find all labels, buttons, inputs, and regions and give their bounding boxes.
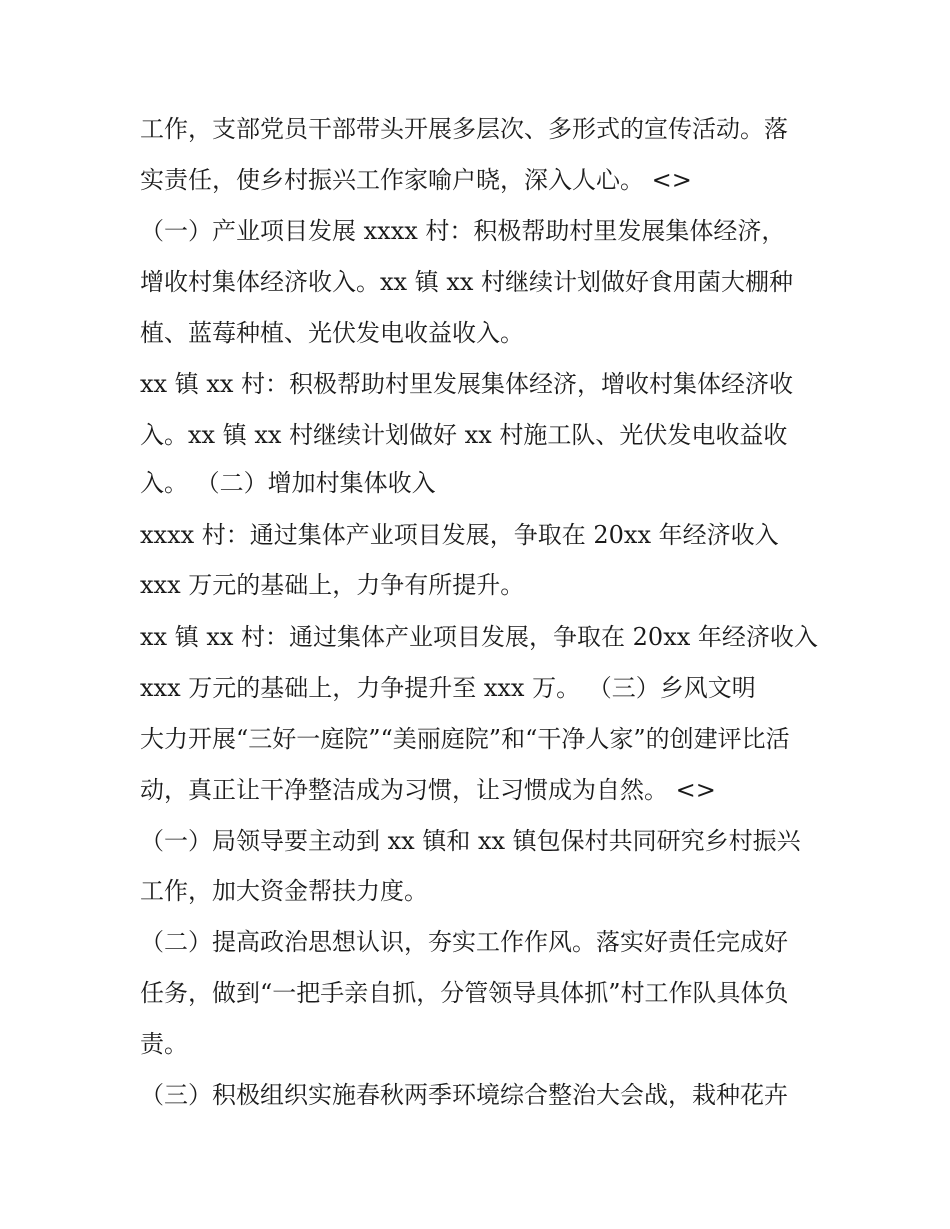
- text-line: 大力开展“三好一庭院”“美丽庭院”和“干净人家”的创建评比活: [140, 725, 790, 753]
- text-line: （二）提高政治思想认识，夯实工作作风。落实好责任完成好: [140, 928, 788, 956]
- text-line: 入。 （二）增加村集体收入: [140, 469, 436, 497]
- text-line: xxxx 村：通过集体产业项目发展，争取在 20xx 年经济收入: [140, 521, 779, 549]
- text-line: xx 镇 xx 村：积极帮助村里发展集体经济，增收村集体经济收: [140, 370, 794, 398]
- text-line: （三）积极组织实施春秋两季环境综合整治大会战，栽种花卉: [140, 1081, 788, 1109]
- text-line: 实责任，使乡村振兴工作家喻户晓，深入人心。 <>: [140, 166, 692, 194]
- text-line: 植、蓝莓种植、光伏发电收益收入。: [140, 319, 524, 347]
- text-line: 工作，支部党员干部带头开展多层次、多形式的宣传活动。落: [140, 115, 788, 143]
- text-line: 入。xx 镇 xx 村继续计划做好 xx 村施工队、光伏发电收益收: [140, 421, 788, 449]
- text-line: xxx 万元的基础上，力争提升至 xxx 万。 （三）乡风文明: [140, 674, 756, 702]
- text-line: 工作，加大资金帮扶力度。: [140, 877, 428, 905]
- text-line: 增收村集体经济收入。xx 镇 xx 村继续计划做好食用菌大棚种: [140, 268, 794, 296]
- text-line: 任务，做到“一把手亲自抓，分管领导具体抓”村工作队具体负: [140, 979, 789, 1007]
- text-line: xxx 万元的基础上，力争有所提升。: [140, 571, 525, 599]
- text-line: 动，真正让干净整洁成为习惯，让习惯成为自然。 <>: [140, 776, 716, 804]
- text-line: （一）局领导要主动到 xx 镇和 xx 镇包保村共同研究乡村振兴: [140, 827, 801, 855]
- text-line: xx 镇 xx 村：通过集体产业项目发展，争取在 20xx 年经济收入: [140, 623, 818, 651]
- text-line: 责。: [140, 1030, 188, 1058]
- text-line: （一）产业项目发展 xxxx 村：积极帮助村里发展集体经济，: [140, 217, 786, 245]
